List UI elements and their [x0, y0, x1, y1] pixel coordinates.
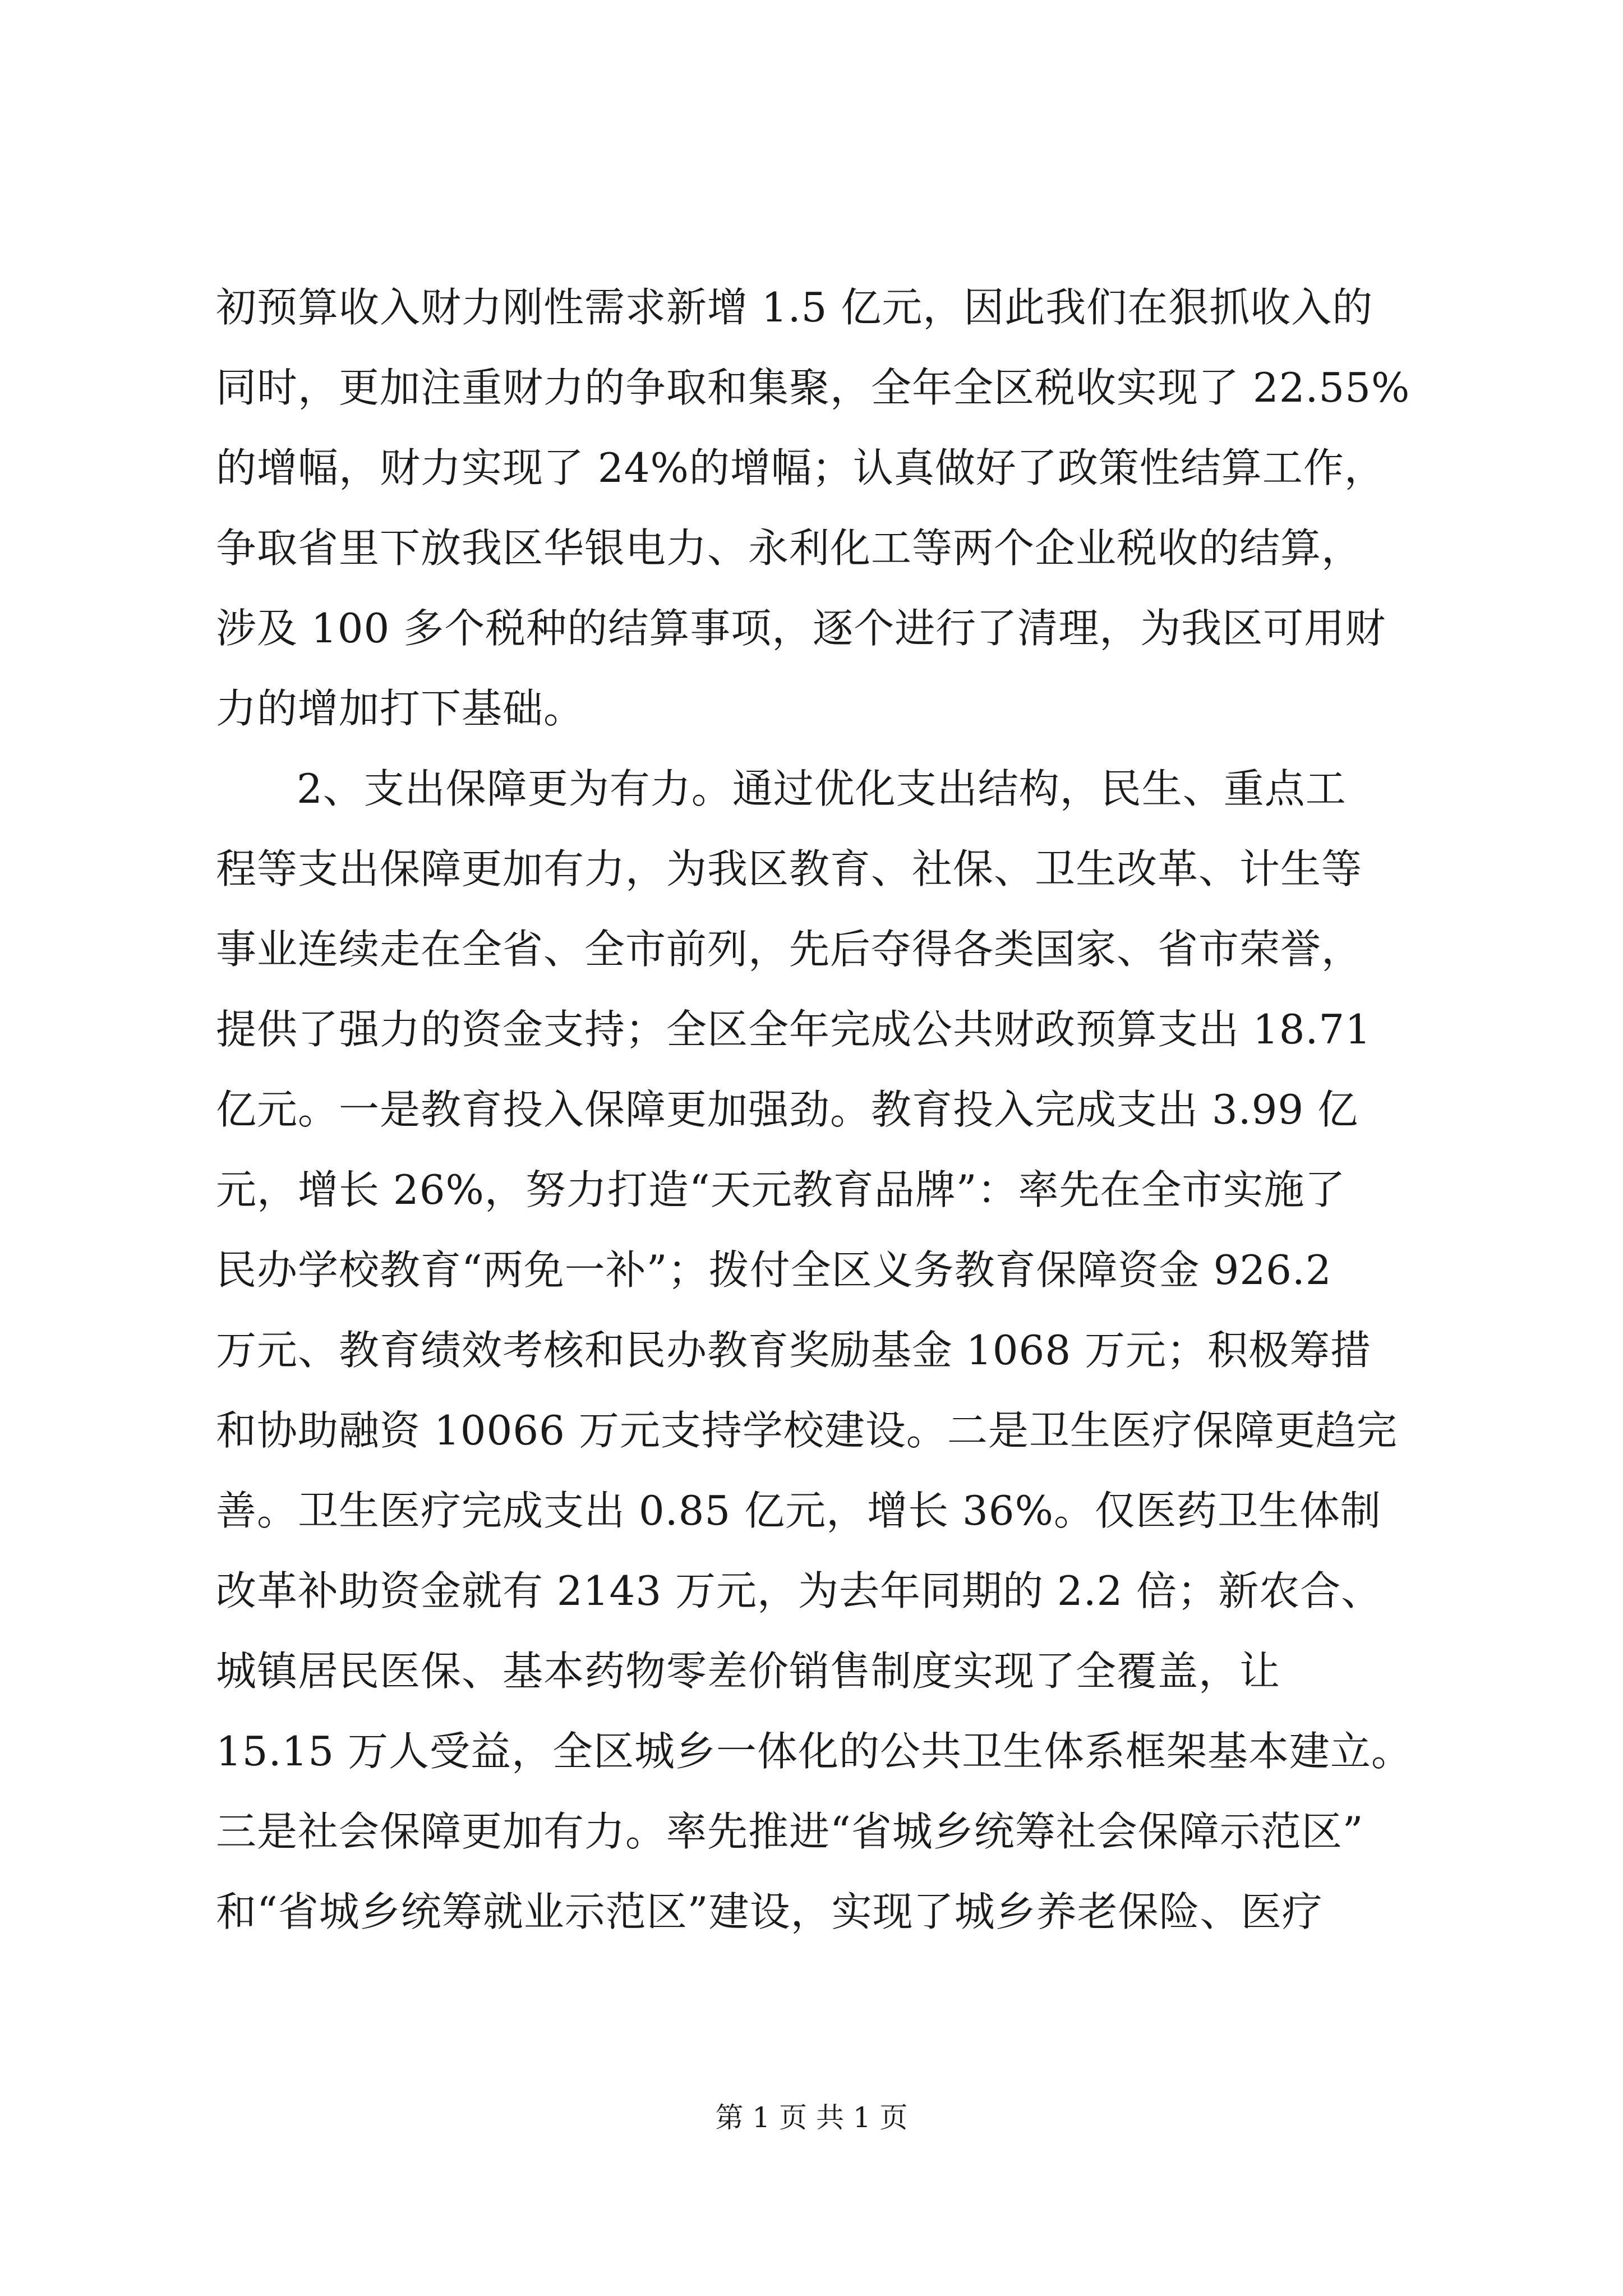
- text-line-5: 涉及 100 多个税种的结算事项，逐个进行了清理，为我区可用财: [216, 605, 1386, 652]
- text-line-3: 的增幅，财力实现了 24%的增幅；认真做好了政策性结算工作，: [216, 444, 1385, 491]
- text-line-19: 15.15 万人受益，全区城乡一体化的公共卫生体系框架基本建立。: [216, 1728, 1413, 1775]
- text-line-2: 同时，更加注重财力的争取和集聚，全年全区税收实现了 22.55%: [216, 364, 1410, 411]
- text-line-10: 提供了强力的资金支持；全区全年完成公共财政预算支出 18.71: [216, 1006, 1372, 1053]
- text-line-1: 初预算收入财力刚性需求新增 1.5 亿元，因此我们在狠抓收入的: [216, 284, 1373, 331]
- text-line-8: 程等支出保障更加有力，为我区教育、社保、卫生改革、计生等: [216, 845, 1363, 892]
- text-line-9: 事业连续走在全省、全市前列，先后夺得各类国家、省市荣誉，: [216, 926, 1363, 973]
- text-line-14: 万元、教育绩效考核和民办教育奖励基金 1068 万元；积极筹措: [216, 1327, 1372, 1374]
- text-line-15: 和协助融资 10066 万元支持学校建设。二是卫生医疗保障更趋完: [216, 1407, 1398, 1454]
- text-line-11: 亿元。一是教育投入保障更加强劲。教育投入完成支出 3.99 亿: [216, 1086, 1359, 1133]
- text-line-4: 争取省里下放我区华银电力、永利化工等两个企业税收的结算，: [216, 524, 1363, 572]
- text-line-12: 元，增长 26%，努力打造“天元教育品牌”：率先在全市实施了: [216, 1166, 1346, 1213]
- text-line-16: 善。卫生医疗完成支出 0.85 亿元，增长 36%。仅医药卫生体制: [216, 1487, 1382, 1534]
- page-number-label: 第 1 页 共 1 页: [715, 2101, 908, 2134]
- page-footer: [0, 2098, 1623, 2137]
- text-line-7-paragraph-start: 2、支出保障更为有力。通过优化支出结构，民生、重点工: [297, 765, 1347, 812]
- text-line-21: 和“省城乡统筹就业示范区”建设，实现了城乡养老保险、医疗: [216, 1888, 1323, 1935]
- text-line-17: 改革补助资金就有 2143 万元，为去年同期的 2.2 倍；新农合、: [216, 1567, 1382, 1614]
- text-line-18: 城镇居民医保、基本药物零差价销售制度实现了全覆盖，让: [216, 1648, 1281, 1695]
- text-line-6: 力的增加打下基础。: [216, 685, 585, 732]
- text-line-13: 民办学校教育“两免一补”；拨付全区义务教育保障资金 926.2: [216, 1246, 1332, 1294]
- text-line-20: 三是社会保障更加有力。率先推进“省城乡统筹社会保障示范区”: [216, 1808, 1364, 1855]
